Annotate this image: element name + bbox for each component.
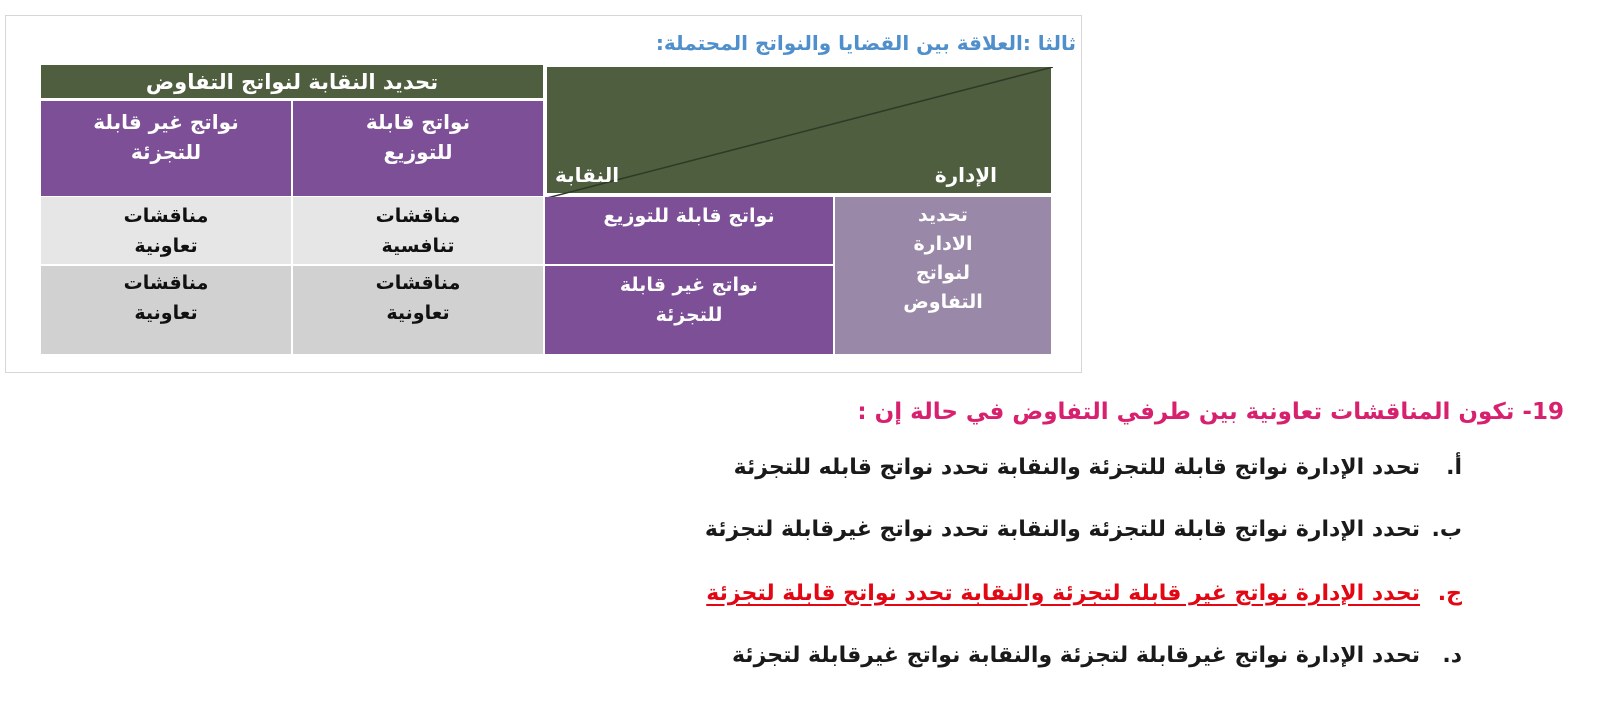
figure-title: ثالثا :العلاقة بين القضايا والنواتج المحتملة:	[655, 31, 1076, 55]
option-c-text: تحدد الإدارة نواتج غير قابلة لتجزئة والنقابة تحدد نواتج قابلة لتجزئة	[706, 581, 1420, 606]
row-header-distributive-label: نواتج قابلة للتوزيع	[603, 205, 775, 227]
cell-r2-c1-text: مناقشات تعاونية	[375, 272, 461, 324]
option-b[interactable]	[462, 510, 1462, 550]
cell-r2-c2-text: مناقشات تعاونية	[123, 272, 209, 324]
corner-union-label: النقابة	[555, 163, 620, 187]
cell-r1-c1-text: مناقشات تنافسية	[375, 205, 461, 257]
union-header-label: تحديد النقابة لنواتج التفاوض	[145, 69, 439, 94]
option-a[interactable]	[462, 448, 1462, 488]
option-a-text: تحدد الإدارة نواتج قابلة للتجزئة والنقابة تحدد نواتج قابله للتجزئة	[733, 455, 1420, 480]
option-d-text: تحدد الإدارة نواتج غيرقابلة لتجزئة والنقابة نواتج غيرقابلة لتجزئة	[731, 643, 1420, 668]
column-header-non-divisible-label: نواتج غير قابلة للتجزئة	[93, 110, 239, 164]
option-c-correct[interactable]	[462, 574, 1462, 614]
option-b-text: تحدد الإدارة نواتج قابلة للتجزئة والنقابة تحدد نواتج غيرقابلة لتجزئة	[704, 517, 1420, 542]
option-b-letter: ب.	[1431, 517, 1462, 542]
option-a-letter: أ.	[1446, 455, 1462, 480]
cell-r1-c2-text: مناقشات تعاونية	[123, 205, 209, 257]
column-header-distributive-label: نواتج قابلة للتوزيع	[365, 110, 471, 164]
corner-management-label: الإدارة	[934, 163, 997, 187]
option-c-letter: ج.	[1437, 581, 1462, 606]
question-text: 19- تكون المناقشات تعاونية بين طرفي التفاوض في حالة إن :	[857, 399, 1564, 425]
row-header-management-label: تحديد الادارة لنواتج التفاوض	[903, 204, 983, 313]
option-d-letter: د.	[1442, 643, 1462, 668]
option-d[interactable]	[462, 636, 1462, 676]
row-header-non-divisible-label: نواتج غير قابلة للتجزئة	[619, 274, 759, 326]
